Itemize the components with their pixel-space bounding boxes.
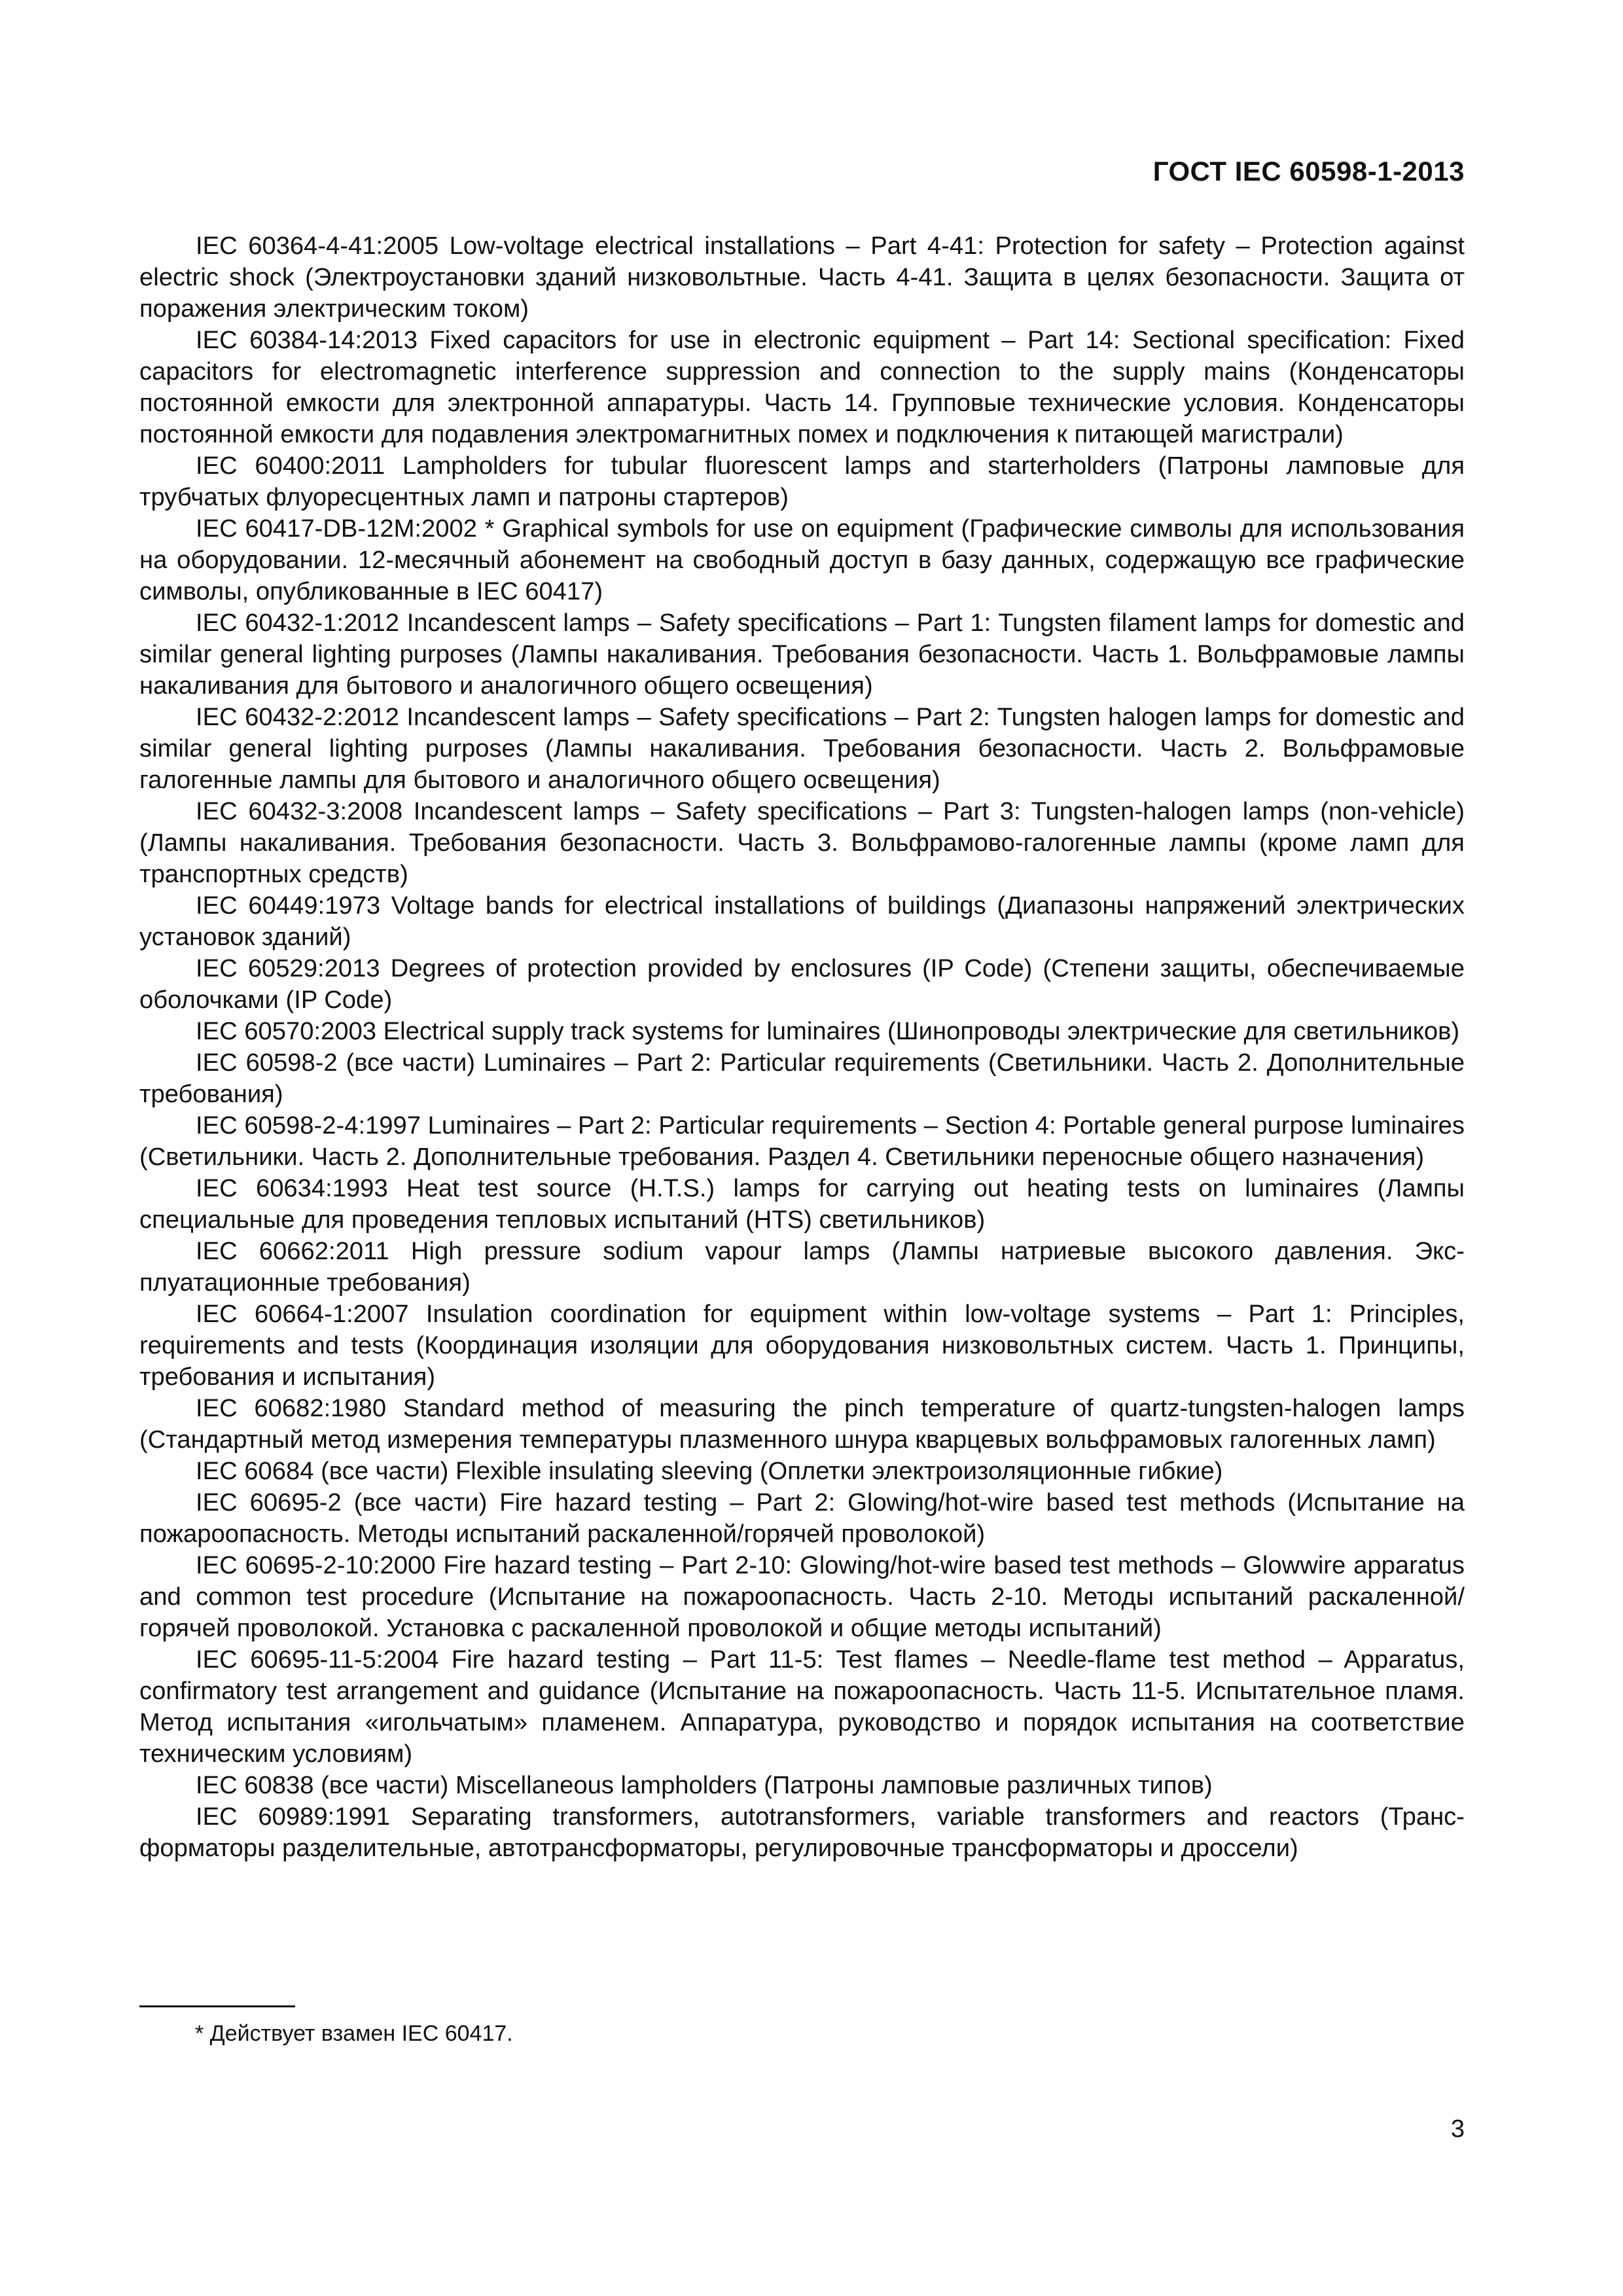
normative-references-list — [139, 230, 1465, 1864]
reference-item: IEC 60432-3:2008 Incandescent lamps – Safety specifications – Part 3: Tungsten-halogen lamps (non-vehicle) (Лампы накаливания. Требования безопасности. Часть 3. Вольфрамово-галогенные лампы (кроме ламп для транспортных средств) — [139, 797, 1465, 888]
reference-item: IEC 60400:2011 Lampholders for tubular fluorescent lamps and starterholders (Патроны ламповые для трубчатых флуоресцентных ламп и патроны стартеров) — [139, 452, 1465, 511]
reference-item: IEC 60432-2:2012 Incandescent lamps – Safety specifications – Part 2: Tungsten halogen lamps for domestic and similar general lighting purposes (Лампы накаливания. Требования безопасности. Часть 2. Вольфрамовые галогенные лампы для бытового и аналогичного общего освещения) — [139, 703, 1465, 794]
reference-item: IEC 60364-4-41:2005 Low-voltage electrical installations – Part 4-41: Protection for safety – Protection against electric shock (Электроустановки зданий низковольтные. Часть 4-41. Защита в целях безопасности. Защита от поражения электрическим током) — [139, 232, 1465, 323]
reference-item: IEC 60598-2-4:1997 Luminaires – Part 2: Particular requirements – Section 4: Portable general purpose luminaires (Светильники. Часть 2. Дополнительные требования. Раздел 4. Светильники переносные общего назначения) — [139, 1111, 1465, 1171]
reference-item: IEC 60682:1980 Standard method of measuring the pinch temperature of quartz-tungsten-halogen lamps (Стандартный метод измерения температуры плазменного шнура кварцевых вольфрамовых галогенных ламп) — [139, 1394, 1465, 1454]
reference-item: IEC 60598-2 (все части) Luminaires – Part 2: Particular requirements (Светильники. Часть 2. Дополнительные требования) — [139, 1049, 1465, 1108]
page-number: 3 — [1450, 2115, 1465, 2143]
reference-item: IEC 60634:1993 Heat test source (H.T.S.) lamps for carrying out heating tests on luminaires (Лампы специальные для проведения тепловых испытаний (HTS) светильников) — [139, 1174, 1465, 1234]
reference-item: IEC 60695-2-10:2000 Fire hazard testing – Part 2-10: Glowing/hot-wire based test methods – Glowwire apparatus and common test procedure (Испытание на пожароопасность. Часть 2-10. Методы испытаний раскаленной/горячей проволокой. Установка с раскаленной проволокой и общие методы испытаний) — [139, 1551, 1465, 1642]
reference-item: IEC 60838 (все части) Miscellaneous lampholders (Патроны ламповые различных типов) — [196, 1771, 1213, 1799]
reference-item: IEC 60684 (все части) Flexible insulating sleeving (Оплетки электроизоляционные гибкие) — [196, 1457, 1223, 1485]
reference-item: IEC 60695-2 (все части) Fire hazard testing – Part 2: Glowing/hot-wire based test methods (Испытание на пожароопасность. Методы испытаний раскаленной/горячей проволокой) — [139, 1488, 1465, 1548]
footnote-separator — [139, 2005, 295, 2007]
reference-item: IEC 60664-1:2007 Insulation coordination for equipment within low-voltage systems – Part 1: Principles, requirements and tests (Координация изоляции для оборудования низковольтных систем. Часть 1. Принципы, требования и испытания) — [139, 1300, 1465, 1391]
reference-item: IEC 60449:1973 Voltage bands for electrical installations of buildings (Диапазоны напряжений электрических установок зданий) — [139, 891, 1465, 951]
reference-item: IEC 60432-1:2012 Incandescent lamps – Safety specifications – Part 1: Tungsten filament lamps for domestic and similar general lighting purposes (Лампы накаливания. Требования безопасности. Часть 1. Вольфрамовые лампы накаливания для бытового и аналогичного общего освещения) — [139, 609, 1465, 700]
reference-item: IEC 60417-DB-12M:2002 * Graphical symbols for use on equipment (Графические символы для использования на оборудовании. 12-месячный абонемент на свободный доступ в базу данных, содержащую все графические символы, опубликованные в IEC 60417) — [139, 514, 1465, 605]
document-code-header: ГОСТ IEC 60598-1-2013 — [1152, 156, 1465, 187]
footnote: * Действует взамен IEC 60417. — [195, 2021, 513, 2046]
reference-item: IEC 60570:2003 Electrical supply track systems for luminaires (Шинопроводы электрические для светильников) — [196, 1017, 1460, 1045]
reference-item: IEC 60384-14:2013 Fixed capacitors for use in electronic equipment – Part 14: Sectional specification: Fixed capacitors for electromagnetic interference suppression and connection to the supply mains (Конденсаторы постоянной емкости для электронной аппаратуры. Часть 14. Групповые технические условия. Конденсаторы постоянной емкости для подавления электромагнитных помех и подключения к питающей магистрали) — [139, 326, 1465, 448]
reference-item: IEC 60989:1991 Separating transformers, autotransformers, variable transformers and reactors (Трансформаторы разделительные, автотрансформаторы, регулировочные трансформаторы и дроссели) — [139, 1803, 1465, 1862]
reference-item: IEC 60529:2013 Degrees of protection provided by enclosures (IP Code) (Степени защиты, обеспечиваемые оболочками (IP Code) — [139, 954, 1465, 1014]
reference-item: IEC 60695-11-5:2004 Fire hazard testing – Part 11-5: Test flames – Needle-flame test method – Apparatus, confirmatory test arrangement and guidance (Испытание на пожароопасность. Часть 11-5. Испытательное пламя. Метод испытания «игольчатым» пламенем. Аппаратура, руководство и порядок испытания на соответствие техническим условиям) — [139, 1645, 1465, 1768]
reference-item: IEC 60662:2011 High pressure sodium vapour lamps (Лампы натриевые высокого давления. Эксплуатационные требования) — [139, 1237, 1465, 1297]
